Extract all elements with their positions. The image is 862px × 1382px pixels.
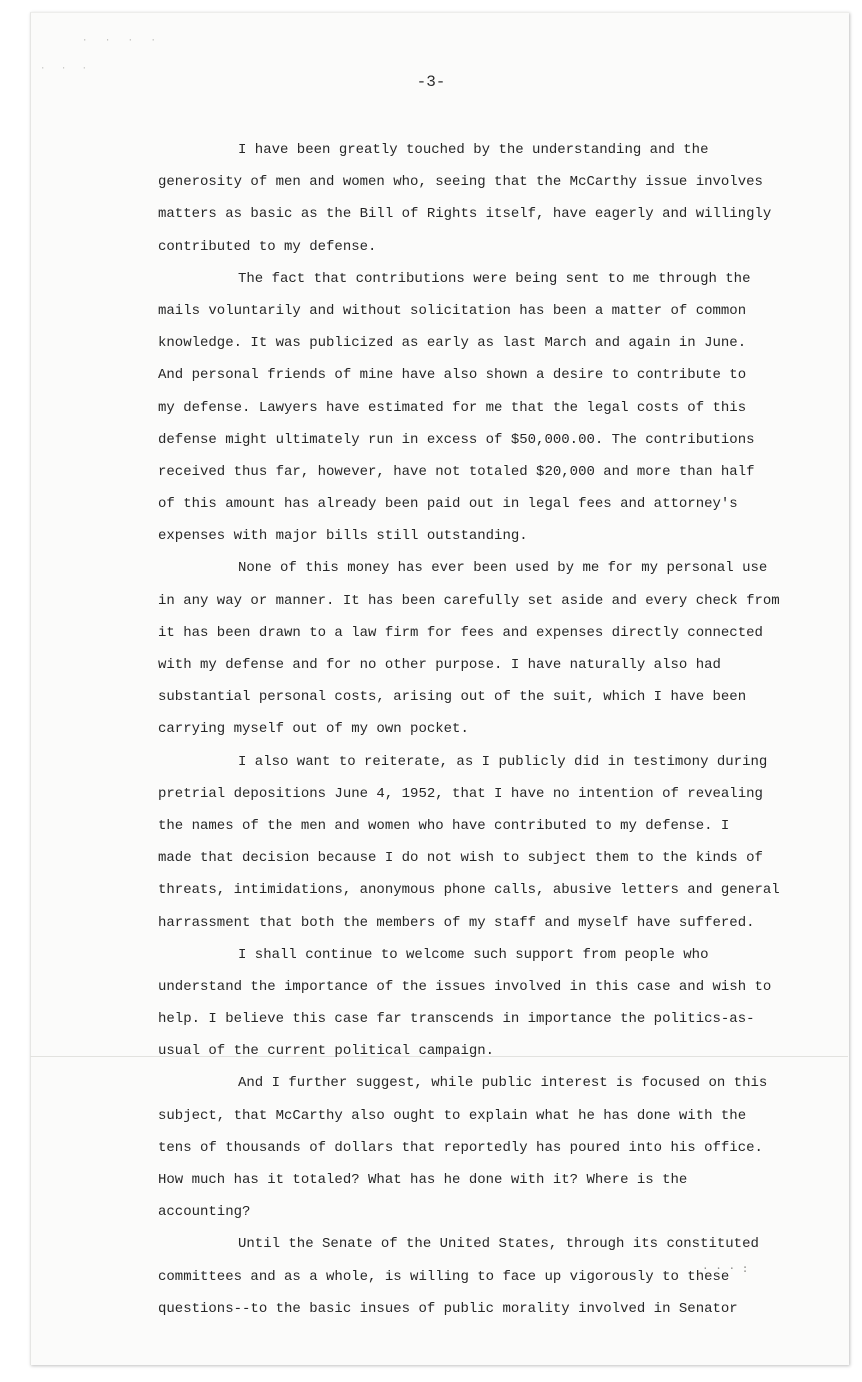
text-line: contributed to my defense. xyxy=(158,238,377,255)
paragraph xyxy=(158,1067,768,1228)
text-line: matters as basic as the Bill of Rights itself, have eagerly and willingly xyxy=(158,206,772,223)
text-line: accounting? xyxy=(158,1204,251,1221)
text-line: None of this money has ever been used by me for my personal use xyxy=(238,560,768,577)
paragraph xyxy=(158,263,758,553)
text-line: made that decision because I do not wish to subject them to the kinds of xyxy=(158,850,763,867)
text-line: understand the importance of the issues involved in this case and wish to xyxy=(158,978,772,995)
paragraph xyxy=(158,1228,758,1325)
typed-body-text xyxy=(158,134,780,1325)
text-line: carrying myself out of my own pocket. xyxy=(158,721,469,738)
text-line: expenses with major bills still outstanding. xyxy=(158,528,528,545)
margin-marks: · · · : xyxy=(702,1262,749,1275)
paragraph xyxy=(158,939,772,1068)
text-line: I also want to reiterate, as I publicly did in testimony during xyxy=(238,753,768,770)
text-line: subject, that McCarthy also ought to explain what he has done with the xyxy=(158,1107,747,1124)
text-line: The fact that contributions were being sent to me through the xyxy=(238,270,751,287)
paragraph xyxy=(158,134,772,263)
paper-speckles: · · · · xyxy=(82,36,162,46)
paragraph xyxy=(158,552,780,745)
text-line: of this amount has already been paid out in legal fees and attorney's xyxy=(158,496,738,513)
text-line: in any way or manner. It has been carefully set aside and every check from xyxy=(158,592,780,609)
text-line: knowledge. It was publicized as early as last March and again in June. xyxy=(158,335,747,352)
text-line: I shall continue to welcome such support from people who xyxy=(238,946,709,963)
text-line: threats, intimidations, anonymous phone calls, abusive letters and general xyxy=(158,882,780,899)
text-line: my defense. Lawyers have estimated for me that the legal costs of this xyxy=(158,399,747,416)
text-line: the names of the men and women who have contributed to my defense. I xyxy=(158,817,730,834)
text-line: And I further suggest, while public interest is focused on this xyxy=(238,1075,768,1092)
text-line: with my defense and for no other purpose. I have naturally also had xyxy=(158,657,721,673)
text-line: mails voluntarily and without solicitation has been a matter of common xyxy=(158,302,747,319)
text-line: help. I believe this case far transcends in importance the politics-as- xyxy=(158,1011,755,1028)
text-line: questions--to the basic insues of public morality involved in Senator xyxy=(158,1300,738,1317)
text-line: tens of thousands of dollars that reportedly has poured into his office. xyxy=(158,1139,763,1156)
page-number: -3- xyxy=(416,73,446,91)
text-line: I have been greatly touched by the understanding and the xyxy=(238,142,709,158)
paper-speckles-left: · · · xyxy=(40,64,93,74)
text-line: committees and as a whole, is willing to face up vigorously to these xyxy=(158,1268,730,1285)
text-line: How much has it totaled? What has he done with it? Where is the xyxy=(158,1172,688,1188)
text-line: harrassment that both the members of my staff and myself have suffered. xyxy=(158,914,755,931)
text-line: it has been drawn to a law firm for fees and expenses directly connected xyxy=(158,624,763,641)
text-line: Until the Senate of the United States, through its constituted xyxy=(238,1236,759,1253)
text-line: And personal friends of mine have also shown a desire to contribute to xyxy=(158,367,747,384)
text-line: pretrial depositions June 4, 1952, that I have no intention of revealing xyxy=(158,785,763,802)
paragraph xyxy=(158,746,780,939)
text-line: generosity of men and women who, seeing that the McCarthy issue involves xyxy=(158,174,763,191)
text-line: defense might ultimately run in excess of $50,000.00. The contributions xyxy=(158,431,755,448)
text-line: substantial personal costs, arising out of the suit, which I have been xyxy=(158,689,747,706)
text-line: usual of the current political campaign. xyxy=(158,1043,495,1060)
text-line: received thus far, however, have not totaled $20,000 and more than half xyxy=(158,463,755,480)
